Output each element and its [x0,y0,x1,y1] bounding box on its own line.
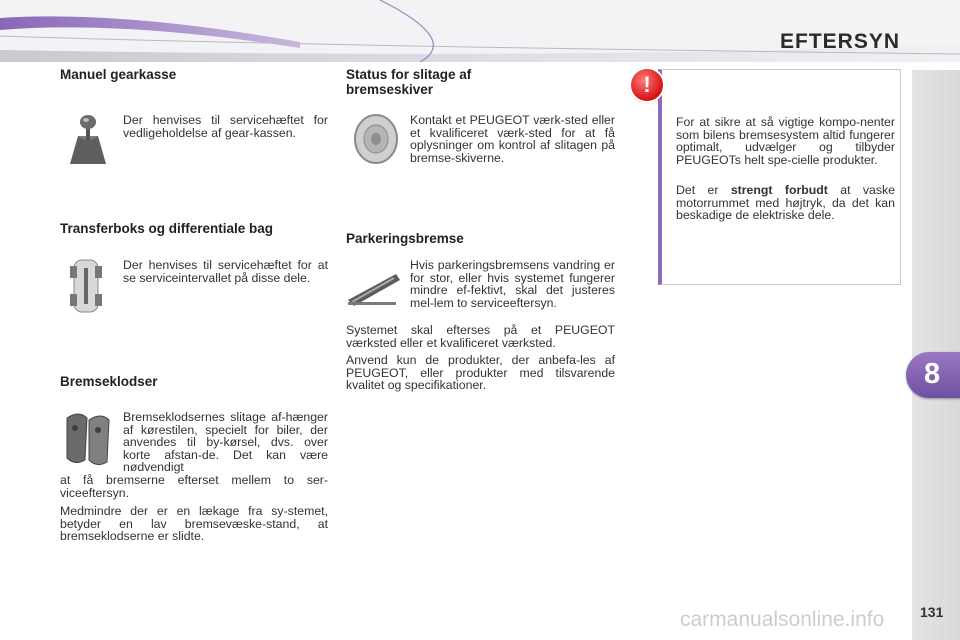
warning-text-2-suffix: at vaske motorrummet med højtryk, da det kan beskadige de elektriske dele. [676,183,896,223]
parking-brake-lever-icon [346,268,402,313]
warning-text-2-prefix: Det er [676,183,731,197]
heading-bremseklodser: Bremseklodser [60,374,158,389]
heading-parkeringsbremse: Parkeringsbremse [346,231,464,246]
pads-text: Bremseklodsernes slitage af-hænger af kørestilen, specielt for biler, der anvendes til by-kørsel, dvs. over korte afstan-de. Det kan være nødvendigt [123,410,328,475]
heading-bremseskiver: Status for slitage af bremseskiver [346,67,472,97]
pads-text-2: Medmindre der er en lækage fra sy-stemet, betyder en lav bremsevæske-stand, at bremseklodserne er slidte. [60,504,328,544]
parking-text: Hvis parkeringsbremsens vandring er for stor, eller hvis systemet fungerer mindre ef-fektivt, skal det justeres mel-lem to serviceeftersyn. [410,258,615,310]
parking-text-2: Systemet skal efterses på et PEUGEOT værksted eller et kvalificeret værksted. [346,323,615,350]
discs-text: Kontakt et PEUGEOT værk-sted eller et kvalificeret værk-sted for at få oplysninger om kontrol af slitagen på bremse-skiverne. [410,113,615,165]
warning-box [658,69,901,285]
warning-text-2-bold: strengt forbudt [730,183,828,197]
warning-text-1: For at sikre at så vigtige kompo-nenter som bilens bremsesystem altid fungerer optimalt, udvælger og tilbyder PEUGEOTs helt spe-cielle produkter. [676,115,895,167]
heading-manuel-gearkasse: Manuel gearkasse [60,67,177,82]
brake-disc-icon [352,113,400,170]
manuel-text: Der henvises til servicehæftet for vedligeholdelse af gear-kassen. [123,113,328,140]
header-band [0,0,960,62]
drivetrain-icon [70,258,102,319]
page-number: 131 [920,604,944,620]
parking-text-3: Anvend kun de produkter, der anbefa-les af PEUGEOT, eller produkter med tilsvarende kvalitet og specifikationer. [346,353,615,393]
pads-text-continued: at få bremserne efterset mellem to ser-viceeftersyn. [60,473,328,500]
warning-icon: ! [631,69,663,101]
chapter-number: 8 [924,358,941,390]
chapter-tab[interactable] [906,352,960,398]
gear-lever-icon [66,114,110,171]
page-title: EFTERSYN [779,30,900,53]
heading-transferboks: Transferboks og differentiale bag [60,221,274,236]
transfer-text: Der henvises til servicehæftet for at se serviceintervallet på disse dele. [123,258,328,285]
brake-pads-icon [63,410,113,471]
watermark: carmanualsonline.info [680,608,885,631]
warning-text-2 [676,184,895,222]
